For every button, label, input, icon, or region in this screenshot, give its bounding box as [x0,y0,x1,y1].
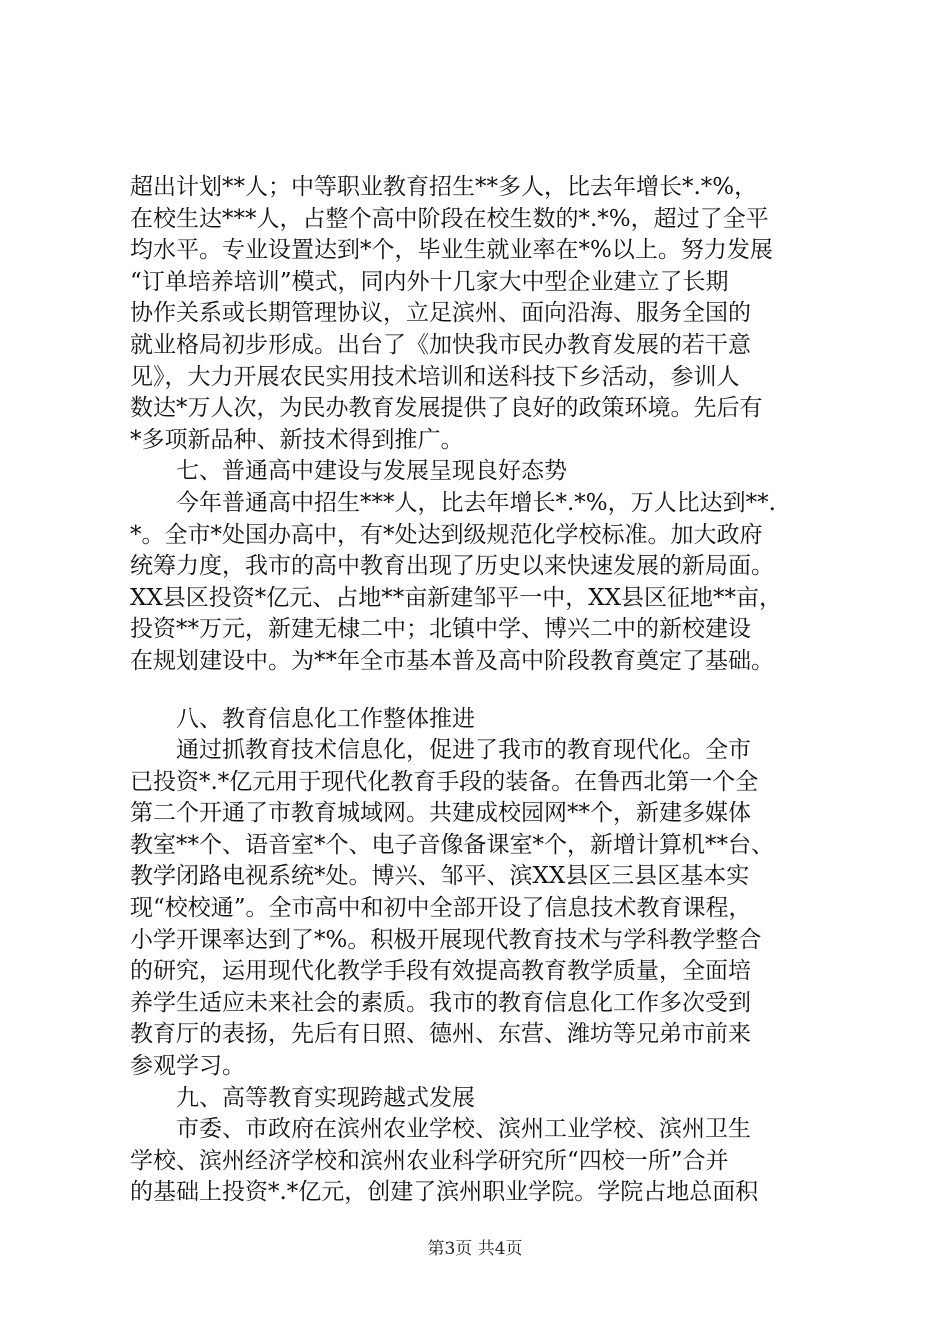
text-line: 超出计划**人；中等职业教育招生**多人，比去年增长*.*%， [130,174,758,200]
page-footer: 第3页 共4页 [427,1239,523,1259]
text-line: 通过抓教育技术信息化，促进了我市的教育现代化。全市 [176,737,751,764]
text-line: 就业格局初步形成。出台了《加快我市民办教育发展的若干意 [130,331,751,358]
text-line: 在校生达***人，占整个高中阶段在校生数的*.*%，超过了全平 [130,205,769,232]
text-line: 统筹力度，我市的高中教育出现了历史以来快速发展的新局面。 [130,553,774,580]
text-line: 现“校校通”。全市高中和初中全部开设了信息技术教育课程， [130,895,752,922]
text-line: *。全市*处国办高中，有*处达到级规范化学校标准。加大政府 [130,521,763,548]
text-line: 教育厅的表扬，先后有日照、德州、东营、潍坊等兄弟市前来 [130,1021,751,1048]
text-line: “订单培养培训”模式，同内外十几家大中型企业建立了长期 [130,268,729,295]
text-line: 教学闭路电视系统*处。博兴、邹平、滨XX县区三县区基本实 [130,863,750,890]
text-line: 数达*万人次，为民办教育发展提供了良好的政策环境。先后有 [130,395,763,422]
section-heading-7: 七、普通高中建设与发展呈现良好态势 [176,458,567,485]
section-heading-9: 九、高等教育实现跨越式发展 [176,1084,475,1111]
text-line: 参观学习。 [130,1053,245,1080]
text-line: *多项新品种、新技术得到推广。 [130,426,464,453]
text-line: 的研究，运用现代化教学手段有效提高教育教学质量，全面培 [130,958,751,985]
document-body [130,172,850,1209]
text-line: 已投资*.*亿元用于现代化教育手段的装备。在鲁西北第一个全 [130,768,759,795]
text-line: 见》，大力开展农民实用技术培训和送科技下乡活动，参训人 [130,363,740,390]
section-heading-8: 八、教育信息化工作整体推进 [176,705,475,732]
text-line: 今年普通高中招生***人，比去年增长*.*%，万人比达到**. [176,489,776,516]
paragraph-gap [130,678,850,704]
text-line: XX县区投资*亿元、占地**亩新建邹平一中，XX县区征地**亩， [130,584,782,611]
text-line: 在规划建设中。为**年全市基本普及高中阶段教育奠定了基础。 [130,647,774,674]
text-line: 养学生适应未来社会的素质。我市的教育信息化工作多次受到 [130,989,751,1016]
text-line: 第二个开通了市教育城域网。共建成校园网**个，新建多媒体 [130,800,751,827]
text-line: 协作关系或长期管理协议，立足滨州、面向沿海、服务全国的 [130,300,751,327]
text-line: 的基础上投资*.*亿元，创建了滨州职业学院。学院占地总面积 [130,1179,759,1206]
text-line: 学校、滨州经济学校和滨州农业科学研究所“四校一所”合并 [130,1147,729,1174]
text-line: 均水平。专业设置达到*个，毕业生就业率在*%以上。努力发展 [130,237,773,264]
text-line: 教室**个、语音室*个、电子音像备课室*个，新增计算机**台、 [130,831,774,858]
text-line: 投资**万元，新建无棣二中；北镇中学、博兴二中的新校建设 [130,616,751,643]
text-line: 市委、市政府在滨州农业学校、滨州工业学校、滨州卫生 [176,1116,751,1143]
text-line: 小学开课率达到了*%。积极开展现代教育技术与学科教学整合 [130,926,762,953]
